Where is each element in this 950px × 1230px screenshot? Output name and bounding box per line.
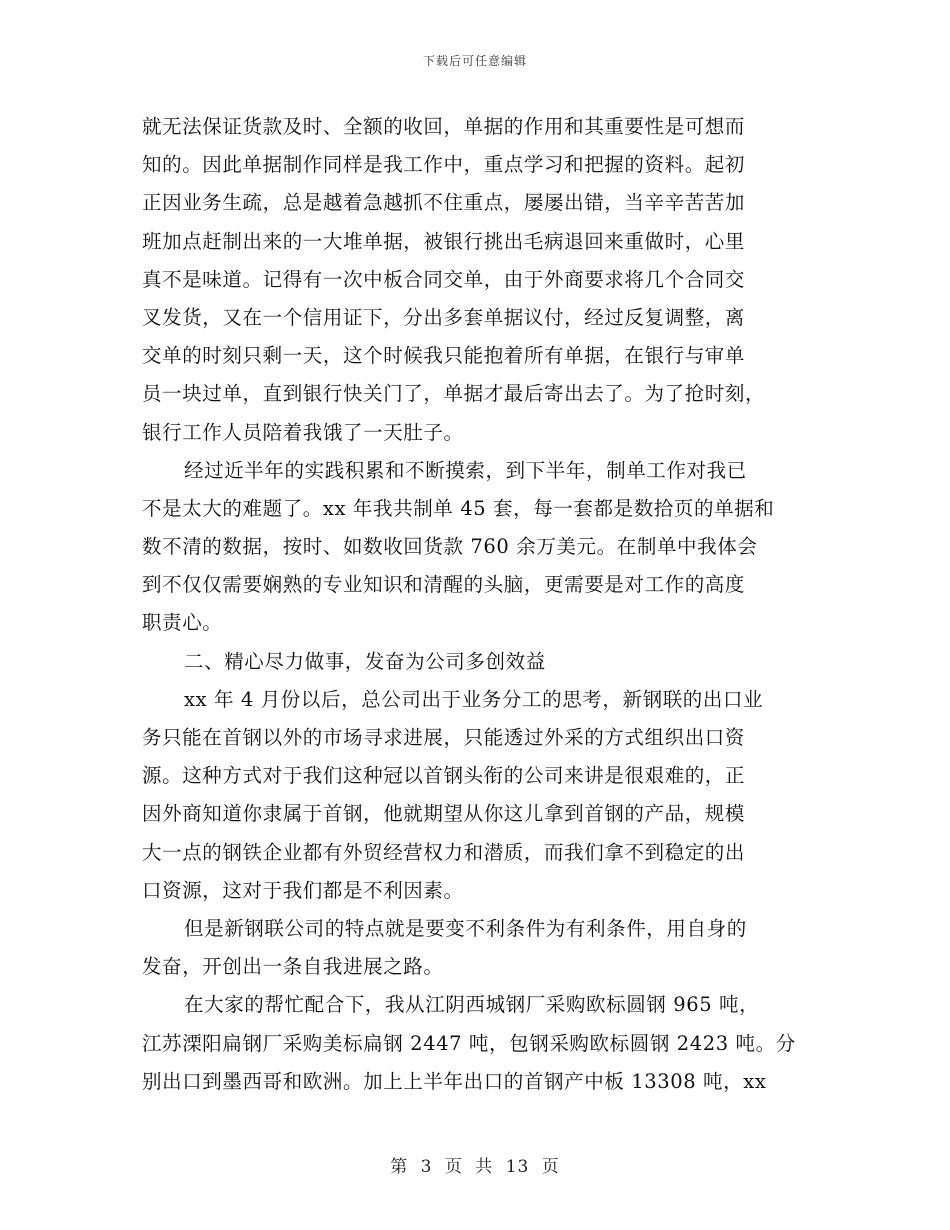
body-line: 发奋，开创出一条自我进展之路。 — [142, 955, 444, 979]
body-line: 大一点的钢铁企业都有外贸经营权力和潜质，而我们拿不到稳定的出 — [142, 840, 746, 864]
body-line: 务只能在首钢以外的市场寻求进展，只能透过外采的方式组织出口资 — [142, 726, 746, 749]
paragraph-start-line: 在大家的帮忙配合下，我从江阴西城钢厂采购欧标圆钢 965 吨， — [184, 993, 760, 1017]
body-line: 数不清的数据，按时、如数收回货款 760 余万美元。在制单中我体会 — [142, 535, 758, 559]
body-line: 就无法保证货款及时、全额的收回，单据的作用和其重要性是可想而 — [142, 115, 746, 138]
body-line: 正因业务生疏，总是越着急越抓不住重点，屡屡出错，当辛辛苦苦加 — [142, 191, 746, 215]
paragraph-start-line: 但是新钢联公司的特点就是要变不利条件为有利条件，用自身的 — [184, 916, 747, 940]
body-line: 员一块过单，直到银行快关门了，单据才最后寄出去了。为了抢时刻， — [142, 382, 766, 406]
paragraph-start-line: 经过近半年的实践积累和不断摸索，到下半年，制单工作对我已 — [184, 458, 747, 482]
page-header-note: 下载后可任意编辑 — [422, 54, 527, 68]
body-line: 源。这种方式对于我们这种冠以首钢头衔的公司来讲是很艰难的，正 — [142, 764, 746, 788]
body-line: 不是太大的难题了。xx 年我共制单 45 套，每一套都是数拾页的单据和 — [142, 496, 775, 520]
body-line: 交单的时刻只剩一天，这个时候我只能抱着所有单据，在银行与审单 — [142, 344, 746, 368]
body-line: 职责心。 — [142, 611, 223, 635]
body-line: 叉发货，又在一个信用证下，分出多套单据议付，经过反复调整，离 — [142, 305, 746, 329]
body-line: 口资源，这对于我们都是不利因素。 — [142, 878, 464, 902]
body-line: 银行工作人员陪着我饿了一天肚子。 — [142, 420, 464, 444]
body-line: 因外商知道你隶属于首钢，他就期望从你这儿拿到首钢的产品，规模 — [142, 802, 746, 826]
body-line: 班加点赶制出来的一大堆单据，被银行挑出毛病退回来重做时，心里 — [142, 229, 746, 253]
paragraph-start-line: xx 年 4 月份以后，总公司出于业务分工的思考，新钢联的出口业 — [184, 687, 764, 711]
body-line: 别出口到墨西哥和欧洲。加上上半年出口的首钢产中板 13308 吨，xx — [142, 1069, 767, 1093]
section-heading: 二、精心尽力做事，发奋为公司多创效益 — [184, 649, 546, 673]
page-number: 第 3 页 共 13 页 — [390, 1157, 560, 1177]
body-line: 到不仅仅需要娴熟的专业知识和清醒的头脑，更需要是对工作的高度 — [142, 573, 746, 597]
body-line: 真不是味道。记得有一次中板合同交单，由于外商要求将几个合同交 — [142, 267, 746, 291]
body-line: 江苏溧阳扁钢厂采购美标扁钢 2447 吨，包钢采购欧标圆钢 2423 吨。分 — [142, 1031, 796, 1055]
body-line: 知的。因此单据制作同样是我工作中，重点学习和把握的资料。起初 — [142, 153, 746, 177]
document-body — [142, 108, 807, 1101]
